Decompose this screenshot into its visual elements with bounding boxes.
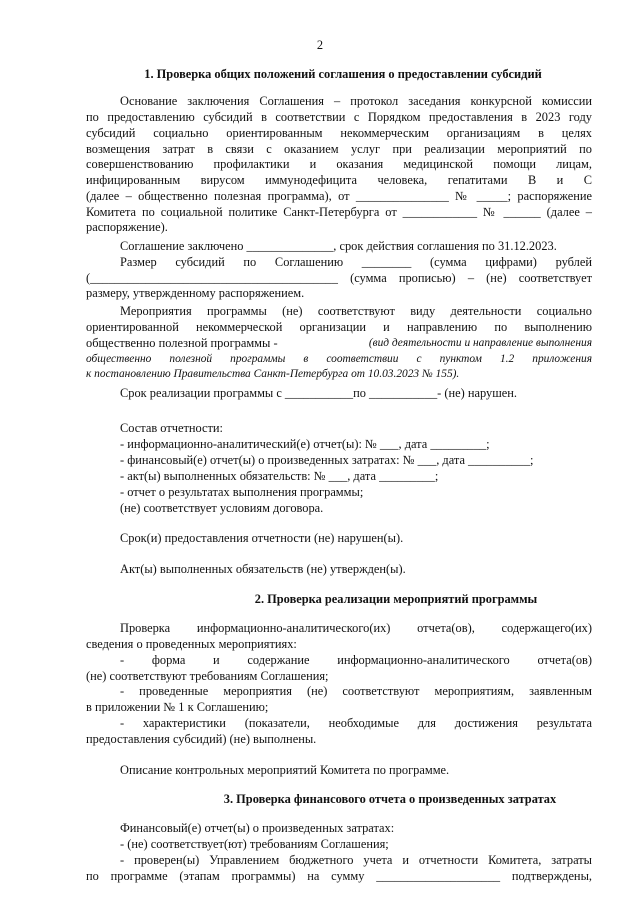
section-1-heading: 1. Проверка общих положений соглашения о предоставлении субсидий xyxy=(144,67,542,81)
section-2-line: предоставления субсидий) (не) выполнены. xyxy=(86,732,317,746)
paragraph-line: инфицированным вирусом иммунодефицита человека, гепатитами В и С xyxy=(86,173,592,187)
control-description: Описание контрольных мероприятий Комитета по программе. xyxy=(120,763,450,777)
deadlines-line: Срок(и) предоставления отчетности (не) нарушен(ы). xyxy=(120,531,404,545)
section-2-line: - проведенные мероприятия (не) соответствуют мероприятиям, заявленным xyxy=(120,684,592,698)
section-2-line: в приложении № 1 к Соглашению; xyxy=(86,700,269,714)
section-2-line: сведения о проведенных мероприятиях: xyxy=(86,637,297,651)
subsidy-line: размеру, утвержденному распоряжением. xyxy=(86,286,305,300)
section-2-heading: 2. Проверка реализации мероприятий программы xyxy=(254,592,538,606)
reporting-item: - акт(ы) выполненных обязательств: № ___, дата _________; xyxy=(120,469,439,483)
section-2-line: (не) соответствуют требованиям Соглашения; xyxy=(86,669,329,683)
agreement-line: Соглашение заключено ______________, срок действия соглашения по 31.12.2023. xyxy=(120,239,557,253)
paragraph-line: Комитета по социальной политике Санкт-Петербурга от ____________ № ______ (далее – xyxy=(86,205,592,219)
reporting-item: - отчет о результатах выполнения программы; xyxy=(120,485,364,499)
measures-italic-line: к постановлению Правительства Санкт-Петербурга от 10.03.2023 № 155). xyxy=(86,368,460,380)
measures-italic: (вид деятельности и направление выполнения xyxy=(368,337,592,349)
paragraph-line: Основание заключения Соглашения – протокол заседания конкурсной комиссии xyxy=(120,94,592,108)
measures-line xyxy=(86,336,592,352)
section-3-line: Финансовый(е) отчет(ы) о произведенных затратах: xyxy=(120,821,395,835)
paragraph-line: (далее – общественно полезная программа), от _______________ № _____; распоряжение xyxy=(86,189,592,203)
paragraph-line: возмещения затрат в связи с оказанием услуг при реализации мероприятий по xyxy=(86,142,592,156)
page-number: 2 xyxy=(316,38,324,52)
measures-line: Мероприятия программы (не) соответствуют виду деятельности социально xyxy=(120,304,592,318)
section-3-line: - проверен(ы) Управлением бюджетного учета и отчетности Комитета, затраты xyxy=(120,853,592,867)
subsidy-line: (________________________________________ (сумма прописью) – (не) соответствует xyxy=(86,271,592,285)
paragraph-line: по предоставлению субсидий в соответствии с Порядком предоставления в 2023 году xyxy=(86,110,592,124)
section-2-line: Проверка информационно-аналитического(их) отчета(ов), содержащего(их) xyxy=(120,621,592,635)
reporting-title: Состав отчетности: xyxy=(120,421,223,435)
paragraph-line: распоряжение). xyxy=(86,220,168,234)
section-3-line: - (не) соответствует(ют) требованиям Соглашения; xyxy=(120,837,389,851)
reporting-item: - информационно-аналитический(е) отчет(ы): № ___, дата _________; xyxy=(120,437,490,451)
section-2-line: - форма и содержание информационно-аналитического отчета(ов) xyxy=(120,653,592,667)
acts-line: Акт(ы) выполненных обязательств (не) утвержден(ы). xyxy=(120,562,406,576)
section-2-line: - характеристики (показатели, необходимые для достижения результата xyxy=(120,716,592,730)
subsidy-line: Размер субсидий по Соглашению ________ (сумма цифрами) рублей xyxy=(120,255,592,269)
reporting-item: - финансовый(е) отчет(ы) о произведенных затратах: № ___, дата __________; xyxy=(120,453,534,467)
reporting-item: (не) соответствует условиям договора. xyxy=(120,501,324,515)
measures-text: общественно полезной программы - xyxy=(86,336,281,350)
term-line: Срок реализации программы с ___________по ___________- (не) нарушен. xyxy=(120,386,517,400)
measures-line: ориентированной некоммерческой организации и направлению по выполнению xyxy=(86,320,592,334)
paragraph-line: субсидий социально ориентированным некоммерческим организациям в целях xyxy=(86,126,592,140)
section-3-heading: 3. Проверка финансового отчета о произведенных затратах xyxy=(223,792,557,806)
section-3-line: по программе (этапам программы) на сумму ____________________ подтверждены, xyxy=(86,869,592,883)
measures-italic-line: общественно полезной программы в соответствии с пунктом 1.2 приложения xyxy=(86,353,592,365)
paragraph-line: совершенствованию профилактики и оказания медицинской помощи лицам, xyxy=(86,157,592,171)
